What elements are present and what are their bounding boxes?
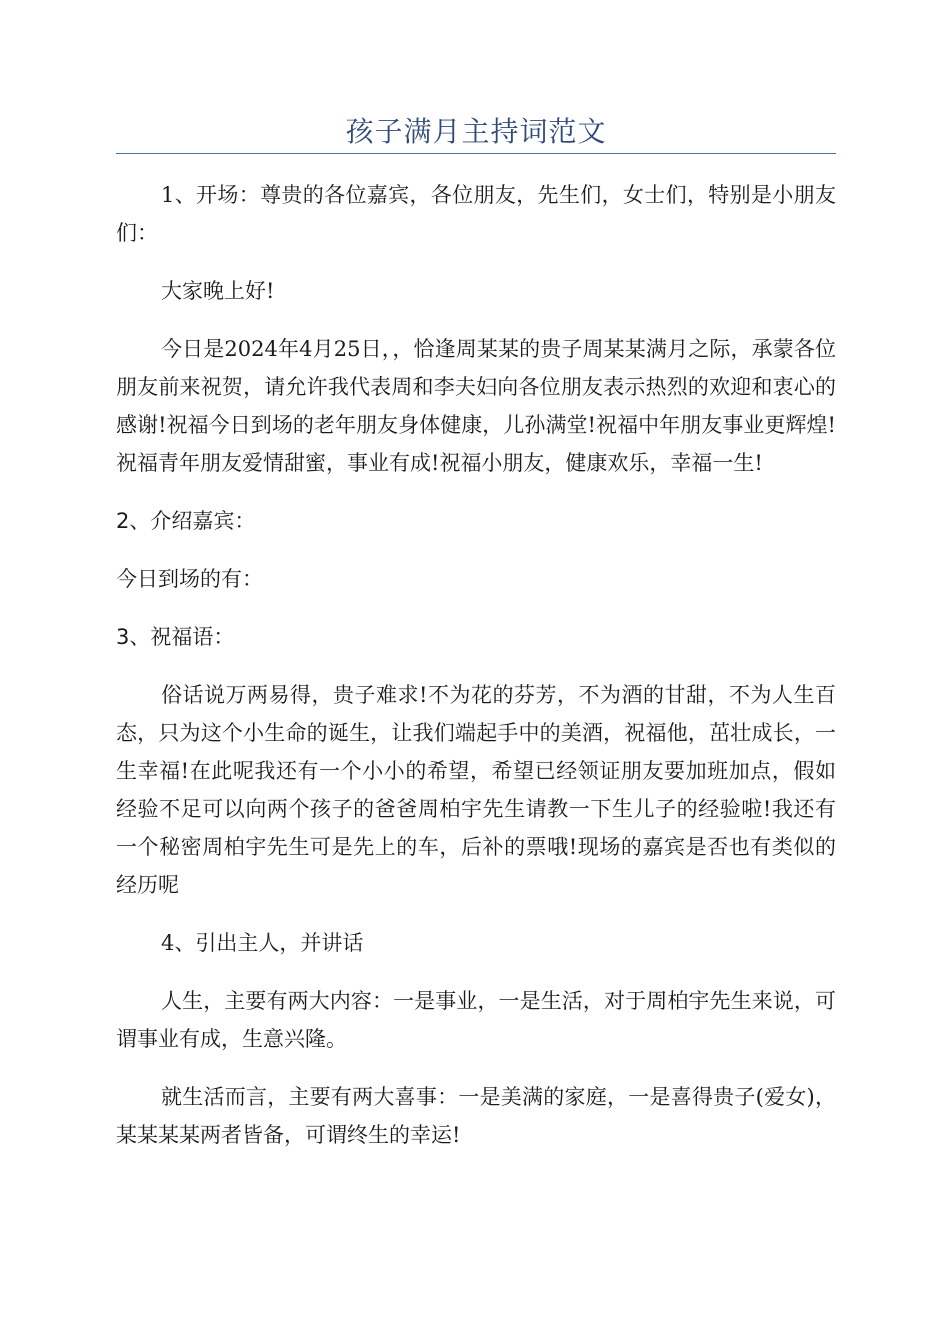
paragraph-blessings: 俗话说万两易得，贵子难求!不为花的芬芳，不为酒的甘甜，不为人生百态，只为这个小生命的诞生，让我们端起手中的美酒，祝福他，茁壮成长，一生幸福!在此呢我还有一个小小的希望，希望已经领证朋友要加班加点，假如经验不足可以向两个孩子的爸爸周柏宇先生请教一下生儿子的经验啦!我还有一个秘密周柏宇先生可是先上的车，后补的票哦!现场的嘉宾是否也有类似的经历呢 [116,683,836,897]
heading-introduce-guests: 2、介绍嘉宾： [116,509,256,533]
heading-host-speech: 4、引出主人，并讲话 [161,931,364,955]
paragraph-greeting: 大家晚上好! [161,279,275,303]
document-body [116,176,836,1174]
paragraph-welcome: 今日是2024年4月25日，，恰逢周某某的贵子周某某满月之际，承蒙各位朋友前来祝贺，请允许我代表周和李夫妇向各位朋友表示热烈的欢迎和衷心的感谢!祝福今日到场的老年朋友身体健康，儿孙满堂!祝福中年朋友事业更辉煌!祝福青年朋友爱情甜蜜，事业有成!祝福小朋友，健康欢乐，幸福一生! [116,337,836,475]
document-title: 孩子满月主持词范文 [345,115,607,148]
paragraph-life-family: 就生活而言，主要有两大喜事：一是美满的家庭，一是喜得贵子(爱女)，某某某某两者皆备，可谓终生的幸运! [116,1085,836,1147]
heading-blessings: 3、祝福语： [116,625,235,649]
title-underline [116,153,836,154]
paragraph-opening: 1、开场：尊贵的各位嘉宾，各位朋友，先生们，女士们，特别是小朋友们： [116,183,836,245]
paragraph-life-career: 人生，主要有两大内容：一是事业，一是生活，对于周柏宇先生来说，可谓事业有成，生意兴隆。 [116,989,836,1051]
paragraph-guests-present: 今日到场的有： [116,567,263,591]
